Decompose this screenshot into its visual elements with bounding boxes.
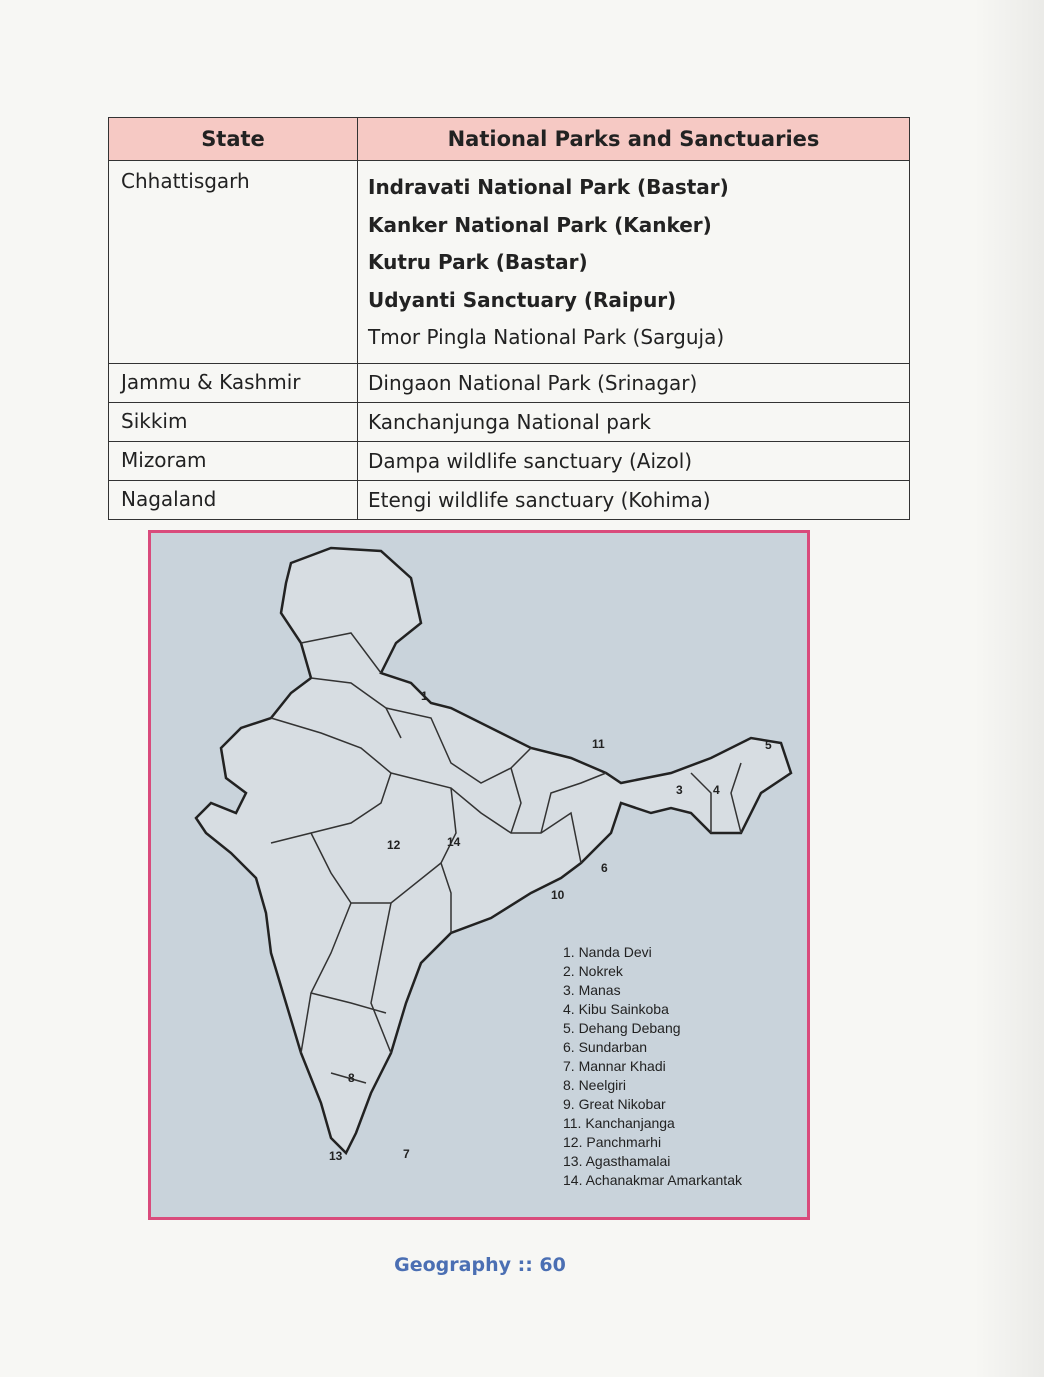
legend-item: 4. Kibu Sainkoba bbox=[563, 1001, 669, 1017]
table-row-chhattisgarh bbox=[109, 161, 910, 364]
state-cell: Nagaland bbox=[109, 480, 358, 519]
legend-item: 7. Mannar Khadi bbox=[563, 1058, 666, 1074]
page-edge-shadow bbox=[974, 0, 1044, 1377]
park-entry: Kutru Park (Bastar) bbox=[368, 250, 588, 274]
park-entry: Kanker National Park (Kanker) bbox=[368, 212, 712, 237]
state-column-header: State bbox=[109, 118, 358, 161]
legend-item: 2. Nokrek bbox=[563, 963, 623, 979]
marker-label: 4 bbox=[713, 783, 720, 797]
state-cell: Chhattisgarh bbox=[109, 161, 358, 364]
legend-item: 1. Nanda Devi bbox=[563, 944, 652, 960]
marker-label: 8 bbox=[348, 1071, 355, 1085]
parks-cell bbox=[358, 480, 910, 519]
parks-cell bbox=[358, 363, 910, 402]
park-entry: Kanchanjunga National park bbox=[368, 409, 651, 434]
legend-item: 3. Manas bbox=[563, 982, 621, 998]
marker-label: 1 bbox=[421, 689, 428, 703]
state-cell: Mizoram bbox=[109, 441, 358, 480]
table-row-sikkim bbox=[109, 402, 910, 441]
marker-label: 13 bbox=[329, 1149, 343, 1163]
legend-item: 14. Achanakmar Amarkantak bbox=[563, 1172, 742, 1188]
legend-item: 12. Panchmarhi bbox=[563, 1134, 662, 1150]
marker-label: 5 bbox=[765, 738, 772, 752]
map-legend bbox=[563, 943, 742, 1190]
marker-label: 3 bbox=[676, 783, 683, 797]
park-entry: Udyanti Sanctuary (Raipur) bbox=[368, 287, 677, 312]
table-row-mizoram bbox=[109, 441, 910, 480]
legend-item: 11. Kanchanjanga bbox=[563, 1115, 675, 1131]
marker-label: 14 bbox=[447, 835, 461, 849]
legend-item: 8. Neelgiri bbox=[563, 1077, 627, 1093]
legend-item: 9. Great Nikobar bbox=[563, 1096, 666, 1112]
marker-label: 6 bbox=[601, 861, 608, 875]
park-entry: Dingaon National Park (Srinagar) bbox=[368, 370, 698, 395]
legend-item: 6. Sundarban bbox=[563, 1039, 648, 1055]
table-row-nagaland bbox=[109, 480, 910, 519]
marker-label: 12 bbox=[387, 838, 401, 852]
parks-cell bbox=[358, 402, 910, 441]
park-entry: Dampa wildlife sanctuary (Aizol) bbox=[368, 448, 693, 473]
parks-table bbox=[108, 117, 910, 520]
parks-cell bbox=[358, 441, 910, 480]
page-footer: Geography :: 60 bbox=[394, 1254, 566, 1276]
legend-item: 13. Agasthamalai bbox=[563, 1153, 671, 1169]
park-entry: Tmor Pingla National Park (Sarguja) bbox=[368, 325, 725, 349]
parks-cell bbox=[358, 161, 910, 364]
state-cell: Sikkim bbox=[109, 402, 358, 441]
park-entry: Indravati National Park (Bastar) bbox=[368, 175, 729, 199]
table-row-jammu-kashmir bbox=[109, 363, 910, 402]
legend-item: 5. Dehang Debang bbox=[563, 1020, 681, 1036]
park-entry: Etengi wildlife sanctuary (Kohima) bbox=[368, 487, 711, 512]
marker-label: 10 bbox=[551, 888, 565, 902]
marker-label: 7 bbox=[403, 1147, 410, 1161]
marker-label: 11 bbox=[592, 737, 605, 751]
table-header-row bbox=[109, 118, 910, 161]
india-map-figure bbox=[148, 530, 810, 1220]
state-cell: Jammu & Kashmir bbox=[109, 363, 358, 402]
parks-column-header: National Parks and Sanctuaries bbox=[358, 118, 910, 161]
